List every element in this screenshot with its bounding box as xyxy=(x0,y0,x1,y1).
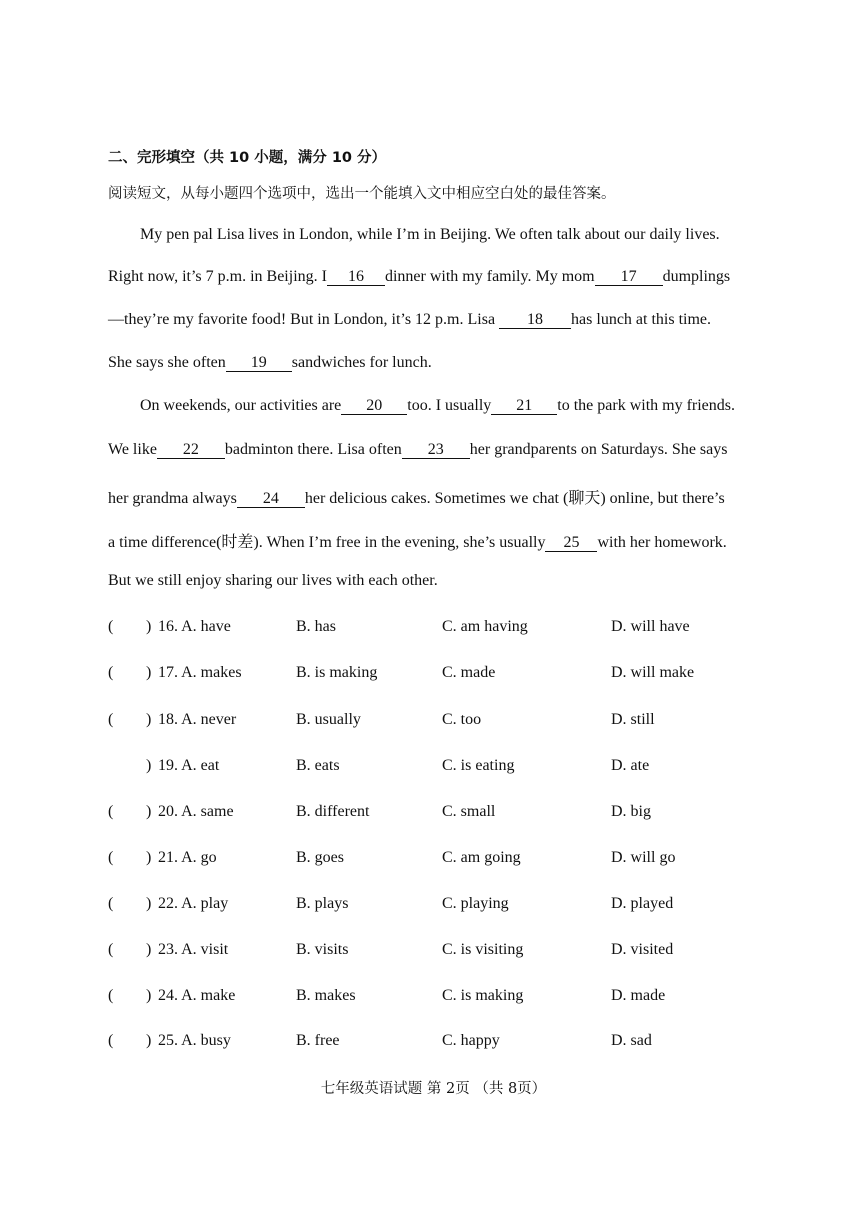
answer-paren-open: ( xyxy=(108,803,114,820)
answer-paren-open: ( xyxy=(108,895,114,912)
option-d: D. will go xyxy=(611,849,676,866)
blank-23: 23 xyxy=(402,441,470,459)
option-a: 19. A. eat xyxy=(158,757,220,774)
answer-paren-open: ( xyxy=(108,987,114,1004)
blank-21: 21 xyxy=(491,397,557,415)
answer-paren-close: ) xyxy=(146,618,152,635)
blank-19: 19 xyxy=(226,354,292,372)
option-d: D. sad xyxy=(611,1032,652,1049)
option-c: C. happy xyxy=(442,1032,500,1049)
answer-paren-open: ( xyxy=(108,849,114,866)
option-c: C. is visiting xyxy=(442,941,524,958)
passage-line-3: —they’re my favorite food! But in London, it’s 12 p.m. Lisa 18 has lunch at this time. xyxy=(108,311,712,328)
option-b: B. is making xyxy=(296,664,378,681)
answer-paren-close: ) xyxy=(146,664,152,681)
answer-paren-close: ) xyxy=(146,941,152,958)
question-row xyxy=(108,711,748,733)
question-row xyxy=(108,895,748,917)
option-d: D. will have xyxy=(611,618,690,635)
option-d: D. still xyxy=(611,711,655,728)
option-d: D. played xyxy=(611,895,674,912)
option-b: B. makes xyxy=(296,987,356,1004)
blank-16: 16 xyxy=(327,268,385,286)
question-row xyxy=(108,618,748,640)
answer-paren-open: ( xyxy=(108,941,114,958)
answer-paren-close: ) xyxy=(146,987,152,1004)
option-a: 20. A. same xyxy=(158,803,234,820)
option-a: 22. A. play xyxy=(158,895,229,912)
passage-line-6: We like 22 badminton there. Lisa often 23 her grandparents on Saturdays. She says xyxy=(108,441,728,458)
option-d: D. visited xyxy=(611,941,674,958)
passage-line-2: Right now, it’s 7 p.m. in Beijing. I 16 dinner with my family. My mom 17 dumplings xyxy=(108,268,731,285)
option-c: C. am having xyxy=(442,618,528,635)
answer-paren-open: ( xyxy=(108,711,114,728)
blank-20: 20 xyxy=(341,397,407,415)
option-b: B. visits xyxy=(296,941,349,958)
answer-paren-close: ) xyxy=(146,711,152,728)
answer-paren-close: ) xyxy=(146,849,152,866)
answer-paren-open: ( xyxy=(108,618,114,635)
option-c: C. is making xyxy=(442,987,524,1004)
option-c: C. playing xyxy=(442,895,509,912)
question-row xyxy=(108,803,748,825)
option-a: 24. A. make xyxy=(158,987,236,1004)
answer-paren-open: ( xyxy=(108,664,114,681)
option-a: 16. A. have xyxy=(158,618,231,635)
option-c: C. am going xyxy=(442,849,521,866)
passage-line-5: On weekends, our activities are 20 too. I usually 21 to the park with my friends. xyxy=(140,397,736,414)
answer-paren-open: ( xyxy=(108,1032,114,1049)
answer-paren-close: ) xyxy=(146,803,152,820)
blank-22: 22 xyxy=(157,441,225,459)
option-a: 23. A. visit xyxy=(158,941,229,958)
option-d: D. ate xyxy=(611,757,650,774)
option-b: B. usually xyxy=(296,711,361,728)
option-b: B. plays xyxy=(296,895,349,912)
answer-paren-close: ) xyxy=(146,1032,152,1049)
option-b: B. different xyxy=(296,803,370,820)
passage-line-8: a time difference(时差). When I’m free in the evening, she’s usually 25 with her homework. xyxy=(108,534,727,551)
passage-line-9: But we still enjoy sharing our lives with each other. xyxy=(108,572,438,589)
option-a: 18. A. never xyxy=(158,711,237,728)
option-c: C. is eating xyxy=(442,757,515,774)
option-a: 17. A. makes xyxy=(158,664,242,681)
question-row xyxy=(108,941,748,963)
page-footer: 七年级英语试题 第 2页 （共 8页） xyxy=(320,1081,547,1097)
blank-18: 18 xyxy=(499,311,571,329)
option-c: C. small xyxy=(442,803,496,820)
question-row xyxy=(108,987,748,1009)
option-b: B. eats xyxy=(296,757,340,774)
option-b: B. has xyxy=(296,618,336,635)
answer-paren-close: ) xyxy=(146,757,152,774)
question-row xyxy=(108,757,748,779)
question-row xyxy=(108,664,748,686)
passage-line-7: her grandma always 24 her delicious cakes. Sometimes we chat (聊天) online, but there’s xyxy=(108,490,725,507)
passage-line-1: My pen pal Lisa lives in London, while I’m in Beijing. We often talk about our daily lives. xyxy=(140,226,720,243)
answer-paren-close: ) xyxy=(146,895,152,912)
option-c: C. made xyxy=(442,664,496,681)
question-row xyxy=(108,849,748,871)
option-c: C. too xyxy=(442,711,482,728)
option-d: D. will make xyxy=(611,664,695,681)
option-a: 25. A. busy xyxy=(158,1032,231,1049)
question-row xyxy=(108,1032,748,1054)
blank-24: 24 xyxy=(237,490,305,508)
option-b: B. goes xyxy=(296,849,344,866)
passage-line-4: She says she often 19 sandwiches for lunch. xyxy=(108,354,432,371)
option-d: D. made xyxy=(611,987,666,1004)
blank-25: 25 xyxy=(545,534,597,552)
option-b: B. free xyxy=(296,1032,340,1049)
blank-17: 17 xyxy=(595,268,663,286)
section-instruction: 阅读短文，从每小题四个选项中，选出一个能填入文中相应空白处的最佳答案。 xyxy=(108,186,616,202)
section-heading: 二、完形填空（共 10 小题，满分 10 分） xyxy=(108,150,387,166)
option-d: D. big xyxy=(611,803,651,820)
option-a: 21. A. go xyxy=(158,849,217,866)
